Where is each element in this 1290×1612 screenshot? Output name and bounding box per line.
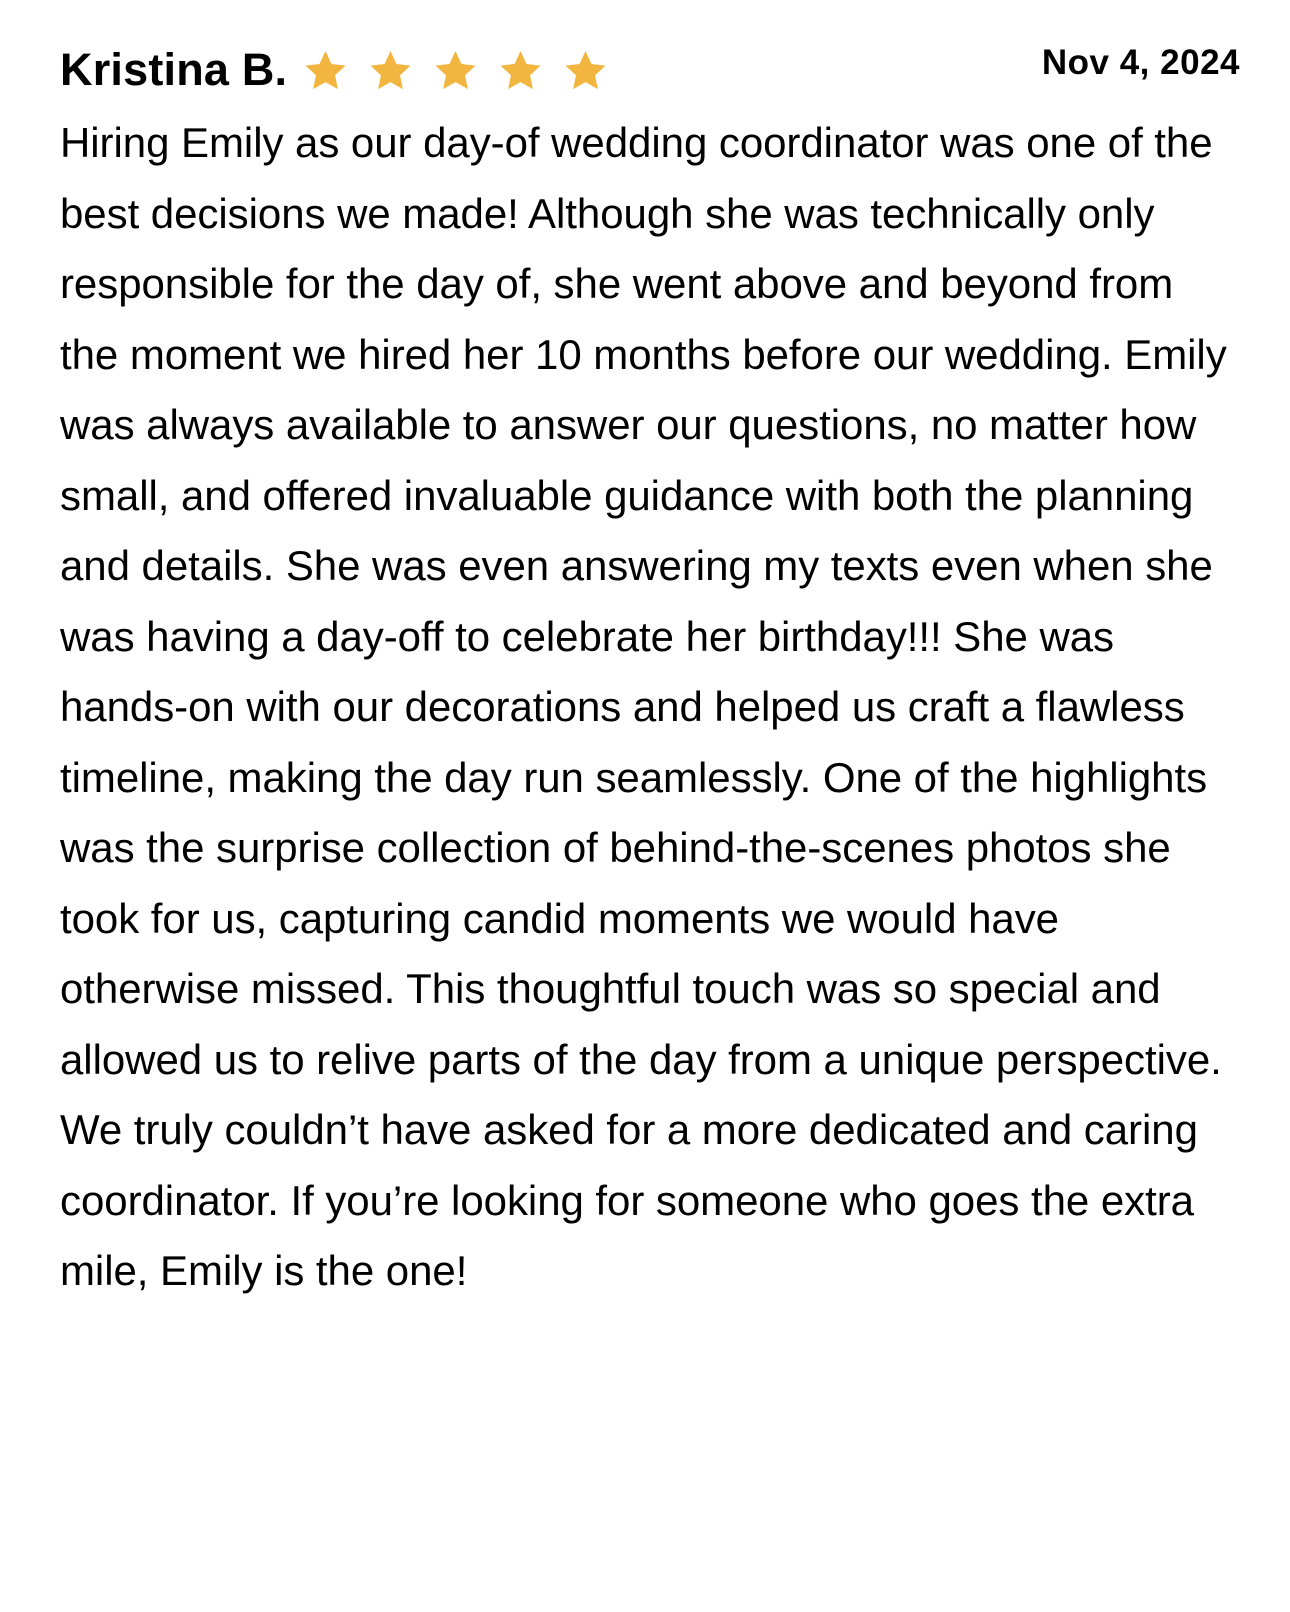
star-icon (303, 48, 348, 93)
star-icon (368, 48, 413, 93)
star-icon (563, 48, 608, 93)
review-date: Nov 4, 2024 (1041, 43, 1240, 82)
star-rating (303, 48, 608, 93)
star-icon (498, 48, 543, 93)
review-header (60, 38, 1240, 104)
reviewer-name: Kristina B. (60, 44, 288, 95)
star-icon (433, 48, 478, 93)
review-card (60, 38, 1240, 1307)
review-text: Hiring Emily as our day-of wedding coordinator was one of the best decisions we made! Although she was technically only responsible for the day of, she went above and beyond from the moment we hired her 10 months before our wedding. Emily was always available to answer our questions, no matter how small, and offered invaluable guidance with both the planning and details. She was even answering my texts even when she was having a day-off to celebrate her birthday!!! She was hands-on with our decorations and helped us craft a flawless timeline, making the day run seamlessly. One of the highlights was the surprise collection of behind-the-scenes photos she took for us, capturing candid moments we would have otherwise missed. This thoughtful touch was so special and allowed us to relive parts of the day from a unique perspective. We truly couldn’t have asked for a more dedicated and caring coordinator. If you’re looking for someone who goes the extra mile, Emily is the one! (60, 119, 1227, 1294)
